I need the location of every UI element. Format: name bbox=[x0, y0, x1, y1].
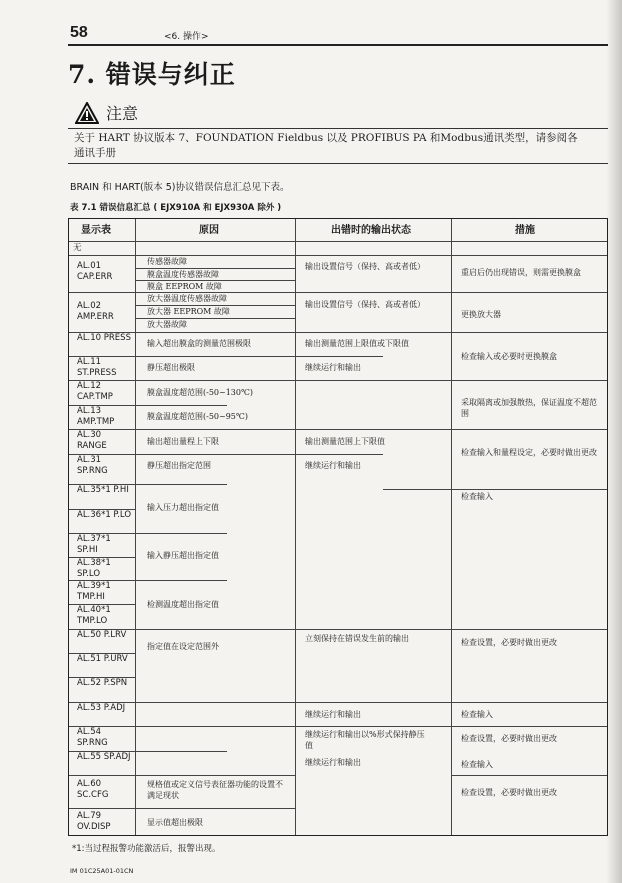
intro-text: BRAIN 和 HART(版本 5)协议错误信息汇总见下表。 bbox=[70, 182, 290, 193]
action-text: 检查输入 bbox=[461, 492, 493, 501]
output-state: 立刻保持在错误发生前的输出 bbox=[305, 634, 409, 643]
output-state: 输出设置信号（保持、高或者低） bbox=[305, 300, 425, 309]
output-state: 输出测量范围上下限值 bbox=[305, 437, 385, 446]
col-header-cause: 原因 bbox=[199, 225, 219, 236]
display-code: AL.36*1 P.LO bbox=[77, 510, 132, 520]
display-code: AL.79 OV.DISP bbox=[77, 811, 111, 832]
output-state: 继续运行和输出 bbox=[305, 710, 361, 719]
cause-text: 输入压力超出指定值 bbox=[147, 503, 219, 512]
cause-text: 静压超出指定范围 bbox=[147, 461, 211, 470]
output-state: 输出设置信号（保持、高或者低） bbox=[305, 262, 425, 271]
page-title: 7. 错误与纠正 bbox=[68, 60, 236, 89]
cause-text: 检测温度超出指定值 bbox=[147, 600, 219, 609]
cause-text: 放大器故障 bbox=[147, 320, 187, 329]
page-number: 58 bbox=[70, 24, 88, 41]
col-divider-3 bbox=[451, 219, 452, 835]
row-sep bbox=[69, 380, 607, 381]
document-id: IM 01C25A01-01CN bbox=[70, 867, 134, 875]
display-code: AL.01 CAP.ERR bbox=[77, 261, 113, 282]
cause-text: 放大器温度传感器故障 bbox=[147, 294, 227, 303]
action-text: 检查输入 bbox=[461, 710, 493, 719]
cause-text: 静压超出极限 bbox=[147, 363, 195, 372]
row-sep bbox=[69, 775, 295, 776]
row-sep bbox=[69, 702, 607, 703]
display-code: AL.35*1 P.HI bbox=[77, 485, 129, 495]
display-code: AL.50 P.LRV bbox=[77, 630, 127, 640]
cause-text: 输入超出膜盒的测量范围极限 bbox=[147, 339, 251, 348]
display-code: AL.12 CAP.TMP bbox=[77, 381, 113, 402]
col-header-display: 显示表 bbox=[81, 225, 111, 236]
warning-triangle-icon bbox=[75, 102, 99, 124]
action-text: 检查输入或必要时更换膜盒 bbox=[461, 352, 557, 361]
output-state: 继续运行和输出以%形式保持静压值 bbox=[305, 730, 425, 750]
cause-text: 放大器 EEPROM 故障 bbox=[147, 307, 230, 316]
page-edge-shadow bbox=[606, 0, 622, 883]
cause-text: 输入静压超出指定值 bbox=[147, 551, 219, 560]
cause-text: 膜盒温度传感器故障 bbox=[147, 270, 219, 279]
display-code: AL.40*1 TMP.LO bbox=[77, 605, 111, 626]
cause-text: 膜盒温度超范围(-50~95℃) bbox=[147, 412, 248, 421]
display-code: AL.30 RANGE bbox=[77, 430, 107, 451]
display-code: AL.54 SP.RNG bbox=[77, 727, 108, 748]
col-divider-1 bbox=[135, 219, 136, 835]
display-code: AL.38*1 SP.LO bbox=[77, 558, 111, 579]
display-code: AL.11 ST.PRESS bbox=[77, 357, 117, 378]
note-rule-bottom bbox=[68, 163, 608, 164]
action-text: 检查输入 bbox=[461, 760, 493, 769]
output-state: 输出测量范围上限值或下限值 bbox=[305, 339, 409, 348]
row-sep bbox=[69, 332, 607, 333]
footnote: *1:当过程报警功能激活后，报警出现。 bbox=[72, 844, 221, 854]
cause-text: 膜盒温度超范围(-50~130℃) bbox=[147, 388, 254, 397]
cause-text: 显示值超出极限 bbox=[147, 818, 203, 827]
display-code: AL.60 SC.CFG bbox=[77, 779, 109, 800]
action-text: 检查设置，必要时做出更改 bbox=[461, 734, 557, 743]
action-text: 重启后仍出现错误，则需更换膜盒 bbox=[461, 268, 581, 277]
col-header-output: 出错时的输出状态 bbox=[331, 225, 411, 236]
action-text: 更换放大器 bbox=[461, 310, 501, 319]
cause-text: 传感器故障 bbox=[147, 257, 187, 266]
col-divider-2 bbox=[295, 219, 296, 835]
header-rule bbox=[68, 44, 608, 46]
row-sep-header bbox=[69, 241, 607, 242]
cause-text: 膜盒 EEPROM 故障 bbox=[147, 282, 222, 291]
action-text: 检查输入和量程设定，必要时做出更改 bbox=[461, 448, 597, 457]
output-state: 继续运行和输出 bbox=[305, 758, 361, 767]
row-sep bbox=[69, 629, 607, 630]
note-rule-top bbox=[68, 128, 608, 129]
cause-text: 输出超出量程上下限 bbox=[147, 437, 219, 446]
display-code: AL.55 SP.ADJ bbox=[77, 752, 131, 762]
col-header-action: 措施 bbox=[515, 225, 535, 236]
section-label: <6. 操作> bbox=[164, 32, 209, 42]
row-sep bbox=[451, 775, 607, 776]
row-sep bbox=[69, 429, 607, 430]
display-code: AL.39*1 TMP.HI bbox=[77, 581, 111, 602]
display-code: AL.53 P.ADJ bbox=[77, 703, 126, 713]
display-code: AL.52 P.SPN bbox=[77, 678, 128, 688]
display-code: AL.31 SP.RNG bbox=[77, 455, 108, 476]
display-code: AL.37*1 SP.HI bbox=[77, 534, 111, 555]
display-code: 无 bbox=[73, 243, 82, 253]
cause-text: 规格值或定义信号表征器功能的设置不满足现状 bbox=[147, 780, 283, 800]
display-code: AL.13 AMP.TMP bbox=[77, 406, 115, 427]
display-code: AL.10 PRESS bbox=[77, 333, 131, 343]
row-sep bbox=[383, 489, 607, 490]
action-text: 检查设置，必要时做出更改 bbox=[461, 638, 557, 647]
warning-title: 注意 bbox=[106, 104, 139, 123]
cause-text: 指定值在设定范围外 bbox=[147, 642, 219, 651]
output-state: 继续运行和输出 bbox=[305, 363, 361, 372]
row-sep bbox=[69, 808, 295, 809]
error-table bbox=[68, 218, 608, 836]
warning-text: 关于 HART 协议版本 7、FOUNDATION Fieldbus 以及 PROFIBUS PA 和Modbus通讯类型，请参阅各通讯手册 bbox=[74, 132, 578, 159]
display-code: AL.51 P.URV bbox=[77, 654, 128, 664]
action-text: 检查设置，必要时做出更改 bbox=[461, 788, 557, 797]
output-state: 继续运行和输出 bbox=[305, 461, 361, 470]
row-sep bbox=[69, 726, 607, 727]
action-text: 采取隔离或加强散热，保证温度不超范围 bbox=[461, 398, 597, 418]
display-code: AL.02 AMP.ERR bbox=[77, 301, 114, 322]
table-caption: 表 7.1 错误信息汇总 ( EJX910A 和 EJX930A 除外 ) bbox=[70, 203, 282, 213]
